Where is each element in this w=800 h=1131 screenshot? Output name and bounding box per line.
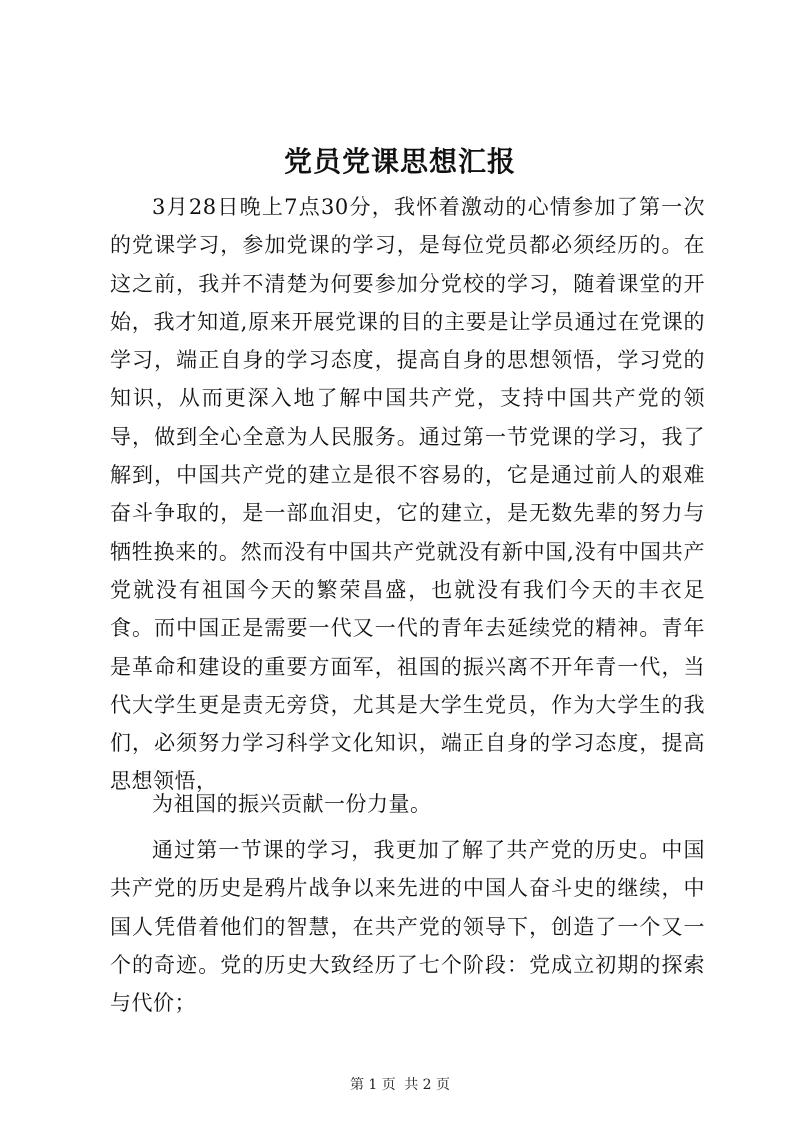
body-paragraph-1: 3月28日晚上7点30分，我怀着激动的心情参加了第一次的党课学习，参加党课的学习，是每位党员都必须经历的。在这之前，我并不清楚为何要参加分党校的学习，随着课堂的开始，我才知道,原来开展党课的目的主要是让学员通过在党课的学习，端正自身的学习态度，提高自身的思想领悟，学习党的知识，从而更深入地了解中国共产党，支持中国共产党的领导，做到全心全意为人民服务。通过第一节党课的学习，我了解到，中国共产党的建立是很不容易的，它是通过前人的艰难奋斗争取的，是一部血泪史，它的建立，是无数先辈的努力与牺牲换来的。然而没有中国共产党就没有新中国,没有中国共产党就没有祖国今天的繁荣昌盛，也就没有我们今天的丰衣足食。而中国正是需要一代又一代的青年去延续党的精神。青年是革命和建设的重要方面军，祖国的振兴离不开年青一代，当代大学生更是责无旁贷，尤其是大学生党员，作为大学生的我们，必须努力学习科学文化知识，端正自身的学习态度，提高思想领悟， bbox=[110, 195, 705, 794]
document-title: 党员党课思想汇报 bbox=[283, 145, 516, 178]
page-total: 共 2 页 bbox=[404, 1077, 451, 1093]
body-paragraph-3: 通过第一节课的学习，我更加了解了共产党的历史。中国共产党的历史是鸦片战争以来先进的中国人奋斗史的继续，中国人凭借着他们的智慧，在共产党的领导下，创造了一个又一个的奇迹。党的历史大致经历了七个阶段：党成立初期的探索与代价； bbox=[110, 838, 705, 1016]
page-footer bbox=[0, 1075, 800, 1095]
body-paragraph-2: 为祖国的振兴贡献一份力量。 bbox=[152, 792, 432, 816]
page-number: 第 1 页 bbox=[349, 1077, 396, 1093]
